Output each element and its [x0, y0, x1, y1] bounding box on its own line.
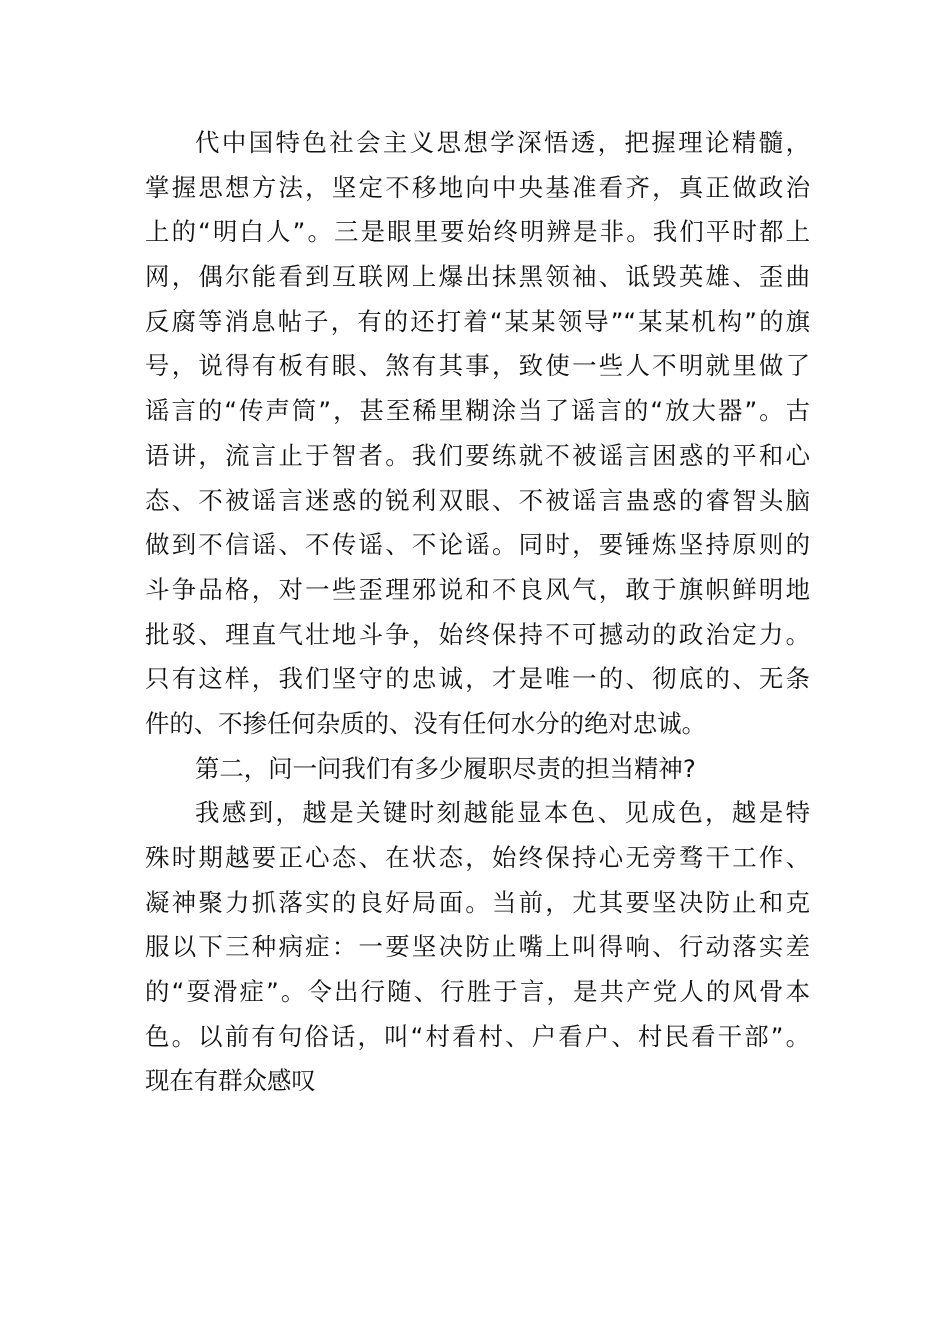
text-line: 殊时期越要正心态、在状态，始终保持心无旁骛干工作、	[145, 843, 810, 872]
body-text	[145, 121, 810, 1104]
text-line: 做到不信谣、不传谣、不论谣。同时，要锤炼坚持原则的	[145, 530, 810, 560]
text-line: 代中国特色社会主义思想学深悟透，把握理论精髓，	[195, 128, 810, 157]
text-line: 服以下三种病症：一要坚决防止嘴上叫得响、行动落实差	[145, 932, 810, 962]
text-line: 斗争品格，对一些歪理邪说和不良风气，敢于旗帜鲜明地	[145, 574, 810, 604]
text-line: 色。以前有句俗话，叫“村看村、户看户、村民看干部”。	[145, 1021, 810, 1051]
text-line: 掌握思想方法，坚定不移地向中央基准看齐，真正做政治	[145, 172, 810, 202]
text-line: 的“耍滑症”。令出行随、行胜于言，是共产党人的风骨本	[145, 977, 810, 1007]
text-line: 号，说得有板有眼、煞有其事，致使一些人不明就里做了	[145, 351, 810, 381]
text-line: 我感到，越是关键时刻越能显本色、见成色，越是特	[195, 798, 810, 828]
text-line: 现在有群众感叹	[145, 1066, 316, 1096]
text-line: 凝神聚力抓落实的良好局面。当前，尤其要坚决防止和克	[145, 887, 810, 917]
text-line: 反腐等消息帖子，有的还打着“某某领导”“某某机构”的旗	[145, 306, 810, 336]
text-line: 上的“明白人”。三是眼里要始终明辨是非。我们平时都上	[145, 217, 810, 247]
text-line: 谣言的“传声筒”，甚至稀里糊涂当了谣言的“放大器”。古	[145, 396, 810, 426]
text-line: 网，偶尔能看到互联网上爆出抹黑领袖、诋毁英雄、歪曲	[145, 262, 810, 292]
text-line: 件的、不掺任何杂质的、没有任何水分的绝对忠诚。	[145, 708, 706, 738]
text-line: 语讲，流言止于智者。我们要练就不被谣言困惑的平和心	[145, 440, 810, 470]
text-line: 只有这样，我们坚守的忠诚，才是唯一的、彻底的、无条	[145, 664, 810, 694]
section-heading: 第二，问一问我们有多少履职尽责的担当精神?	[195, 753, 696, 783]
text-line: 态、不被谣言迷惑的锐利双眼、不被谣言蛊惑的睿智头脑	[145, 485, 810, 515]
text-line: 批驳、理直气壮地斗争，始终保持不可撼动的政治定力。	[145, 619, 810, 649]
